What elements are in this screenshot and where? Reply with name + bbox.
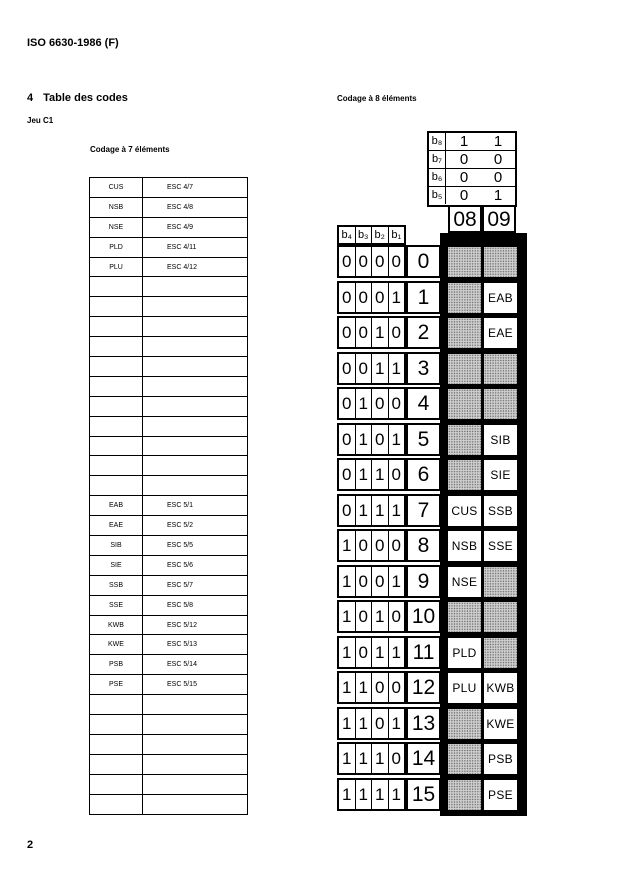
row-number: 7 bbox=[406, 494, 441, 527]
bit-value: 1 bbox=[391, 429, 401, 449]
bit-value: 0 bbox=[339, 283, 356, 312]
control-name-cell: NSE bbox=[90, 217, 143, 237]
coding7-row bbox=[90, 794, 248, 814]
escape-sequence-cell: ESC 4/8 bbox=[143, 197, 248, 217]
document-header: ISO 6630-1986 (F) bbox=[27, 37, 119, 49]
bit-value: 0 bbox=[372, 247, 389, 276]
row-bits bbox=[337, 316, 406, 349]
escape-sequence-cell bbox=[143, 476, 248, 496]
bit-value: 1 bbox=[339, 709, 356, 738]
row-bits bbox=[337, 352, 406, 385]
code-cell: CUS bbox=[448, 496, 481, 526]
row-number: 15 bbox=[406, 778, 441, 811]
bit-label: b₁ bbox=[391, 229, 402, 241]
code-cell: PLU bbox=[448, 673, 481, 703]
bit-value: 1 bbox=[372, 744, 389, 773]
row-bits bbox=[337, 636, 406, 669]
escape-sequence-cell: ESC 4/9 bbox=[143, 217, 248, 237]
row-number: 13 bbox=[406, 707, 441, 740]
code-row bbox=[337, 494, 527, 530]
control-name-cell bbox=[90, 774, 143, 794]
escape-sequence-cell bbox=[143, 357, 248, 377]
bit-value: 0 bbox=[356, 318, 373, 347]
control-name-cell bbox=[90, 317, 143, 337]
bit-value: 1 bbox=[391, 571, 401, 591]
bit-value: 1 bbox=[339, 638, 356, 667]
bit-value: 1 bbox=[339, 531, 356, 560]
bit-value: 1 bbox=[372, 638, 389, 667]
control-name-cell bbox=[90, 436, 143, 456]
control-name-cell bbox=[90, 416, 143, 436]
bit-value: 0 bbox=[372, 283, 389, 312]
bit-value: 1 bbox=[356, 425, 373, 454]
control-name-cell bbox=[90, 337, 143, 357]
high-bits-header bbox=[427, 131, 517, 207]
control-name-cell bbox=[90, 754, 143, 774]
code-cell bbox=[448, 283, 481, 313]
row-number: 14 bbox=[406, 742, 441, 775]
row-bits bbox=[337, 742, 406, 775]
escape-sequence-cell bbox=[143, 715, 248, 735]
high-bit-row bbox=[429, 133, 515, 151]
coding7-row bbox=[90, 456, 248, 476]
code-cell bbox=[484, 247, 517, 277]
coding7-row bbox=[90, 635, 248, 655]
bit-value: 1 bbox=[391, 500, 401, 520]
row-bits bbox=[337, 778, 406, 811]
escape-sequence-cell: ESC 5/13 bbox=[143, 635, 248, 655]
code-row bbox=[337, 600, 527, 636]
bit-value: 0 bbox=[356, 567, 373, 596]
control-name-cell: PSB bbox=[90, 655, 143, 675]
bit-value: 0 bbox=[339, 389, 356, 418]
code-cell: SIB bbox=[484, 425, 517, 455]
coding7-table bbox=[89, 177, 248, 815]
escape-sequence-cell bbox=[143, 376, 248, 396]
code-cell: PSE bbox=[484, 780, 517, 810]
code-row bbox=[337, 245, 527, 281]
bit-value: 1 bbox=[339, 780, 356, 809]
code-cell bbox=[484, 354, 517, 384]
control-name-cell bbox=[90, 376, 143, 396]
code-cell bbox=[448, 425, 481, 455]
control-name-cell: EAB bbox=[90, 496, 143, 516]
control-name-cell bbox=[90, 277, 143, 297]
code-row bbox=[337, 281, 527, 317]
bit-value: 1 bbox=[372, 318, 389, 347]
code-row bbox=[337, 707, 527, 743]
code-cell: EAE bbox=[484, 318, 517, 348]
code-cell bbox=[484, 638, 517, 668]
bit-label: b₅ bbox=[429, 187, 446, 204]
low-bits-header bbox=[337, 225, 406, 245]
bit-value: 0 bbox=[339, 318, 356, 347]
coding7-row bbox=[90, 754, 248, 774]
row-bits bbox=[337, 707, 406, 740]
bit-value: 0 bbox=[372, 709, 389, 738]
escape-sequence-cell: ESC 5/5 bbox=[143, 536, 248, 556]
bit-value: 1 bbox=[372, 780, 389, 809]
escape-sequence-cell: ESC 5/12 bbox=[143, 615, 248, 635]
row-bits bbox=[337, 245, 406, 278]
bit-value: 0 bbox=[339, 354, 356, 383]
bit-value: 1 bbox=[391, 784, 401, 804]
code-row bbox=[337, 423, 527, 459]
bit-value: 1 bbox=[356, 709, 373, 738]
code-cell bbox=[448, 318, 481, 348]
coding7-row bbox=[90, 476, 248, 496]
bit-value: 1 bbox=[372, 602, 389, 631]
bit-value: 0 bbox=[493, 169, 503, 186]
bit-value: 1 bbox=[493, 187, 503, 204]
coding7-row bbox=[90, 496, 248, 516]
section-heading bbox=[27, 92, 138, 104]
row-number: 4 bbox=[406, 387, 441, 420]
escape-sequence-cell bbox=[143, 416, 248, 436]
control-name-cell: KWB bbox=[90, 615, 143, 635]
code-row bbox=[337, 387, 527, 423]
code-cell: KWB bbox=[484, 673, 517, 703]
row-bits bbox=[337, 565, 406, 598]
bit-value: 0 bbox=[339, 460, 356, 489]
row-bits bbox=[337, 458, 406, 491]
escape-sequence-cell bbox=[143, 317, 248, 337]
escape-sequence-cell: ESC 4/11 bbox=[143, 237, 248, 257]
control-name-cell bbox=[90, 794, 143, 814]
code-row bbox=[337, 565, 527, 601]
bit-value: 0 bbox=[372, 425, 389, 454]
escape-sequence-cell: ESC 5/15 bbox=[143, 675, 248, 695]
bit-value: 0 bbox=[339, 425, 356, 454]
code-row bbox=[337, 316, 527, 352]
bit-value: 1 bbox=[391, 642, 401, 662]
coding7-row bbox=[90, 575, 248, 595]
code-cell bbox=[448, 389, 481, 419]
control-name-cell bbox=[90, 476, 143, 496]
bit-label: b₄ bbox=[339, 227, 356, 243]
code-cell bbox=[484, 389, 517, 419]
coding7-title: Codage à 7 éléments bbox=[90, 145, 170, 154]
column-number-08: 08 bbox=[448, 205, 482, 233]
escape-sequence-cell: ESC 5/6 bbox=[143, 555, 248, 575]
bit-value: 0 bbox=[372, 567, 389, 596]
code-row bbox=[337, 778, 527, 814]
bit-value: 0 bbox=[372, 673, 389, 702]
escape-sequence-cell bbox=[143, 396, 248, 416]
escape-sequence-cell bbox=[143, 734, 248, 754]
bit-value: 0 bbox=[356, 283, 373, 312]
coding7-row bbox=[90, 277, 248, 297]
high-bit-row bbox=[429, 169, 515, 187]
coding7-row bbox=[90, 655, 248, 675]
coding7-row bbox=[90, 396, 248, 416]
control-name-cell: SIB bbox=[90, 536, 143, 556]
coding8-title: Codage à 8 éléments bbox=[337, 94, 417, 103]
set-label: Jeu C1 bbox=[27, 116, 54, 125]
row-bits bbox=[337, 600, 406, 633]
escape-sequence-cell: ESC 5/2 bbox=[143, 516, 248, 536]
coding7-row bbox=[90, 357, 248, 377]
row-number: 10 bbox=[406, 600, 441, 633]
bit-label: b₇ bbox=[429, 151, 446, 168]
coding7-row bbox=[90, 257, 248, 277]
control-name-cell bbox=[90, 297, 143, 317]
coding7-row bbox=[90, 615, 248, 635]
control-name-cell bbox=[90, 357, 143, 377]
escape-sequence-cell: ESC 5/1 bbox=[143, 496, 248, 516]
control-name-cell: CUS bbox=[90, 178, 143, 198]
coding7-row bbox=[90, 734, 248, 754]
escape-sequence-cell bbox=[143, 297, 248, 317]
control-name-cell: PLU bbox=[90, 257, 143, 277]
code-cell: EAB bbox=[484, 283, 517, 313]
bit-value: 0 bbox=[356, 638, 373, 667]
coding7-row bbox=[90, 595, 248, 615]
bit-value: 0 bbox=[493, 151, 503, 168]
coding7-row bbox=[90, 516, 248, 536]
code-row bbox=[337, 458, 527, 494]
bit-label: b₆ bbox=[429, 169, 446, 186]
page-number: 2 bbox=[27, 839, 34, 851]
row-number: 1 bbox=[406, 281, 441, 314]
bit-value: 0 bbox=[391, 678, 401, 697]
escape-sequence-cell: ESC 4/12 bbox=[143, 257, 248, 277]
control-name-cell: NSB bbox=[90, 197, 143, 217]
bit-value: 0 bbox=[391, 394, 401, 413]
code-cell bbox=[484, 567, 517, 597]
escape-sequence-cell: ESC 4/7 bbox=[143, 178, 248, 198]
row-number: 8 bbox=[406, 529, 441, 562]
bit-value: 1 bbox=[391, 358, 401, 378]
bit-value: 1 bbox=[339, 567, 356, 596]
row-number: 9 bbox=[406, 565, 441, 598]
bit-value: 1 bbox=[372, 460, 389, 489]
escape-sequence-cell bbox=[143, 337, 248, 357]
row-number: 3 bbox=[406, 352, 441, 385]
control-name-cell: PLD bbox=[90, 237, 143, 257]
control-name-cell: EAE bbox=[90, 516, 143, 536]
control-name-cell: SSB bbox=[90, 575, 143, 595]
bit-label: b₂ bbox=[372, 227, 389, 243]
code-cell: SIE bbox=[484, 460, 517, 490]
bit-value: 0 bbox=[372, 389, 389, 418]
coding7-row bbox=[90, 536, 248, 556]
coding7-row bbox=[90, 178, 248, 198]
escape-sequence-cell: ESC 5/14 bbox=[143, 655, 248, 675]
bit-value: 1 bbox=[356, 389, 373, 418]
coding7-row bbox=[90, 197, 248, 217]
section-number: 4 bbox=[27, 92, 34, 104]
bit-value: 1 bbox=[339, 602, 356, 631]
coding7-row bbox=[90, 715, 248, 735]
control-name-cell bbox=[90, 734, 143, 754]
control-name-cell bbox=[90, 456, 143, 476]
high-bit-row bbox=[429, 151, 515, 169]
code-row bbox=[337, 671, 527, 707]
bit-value: 1 bbox=[356, 496, 373, 525]
bit-value: 1 bbox=[372, 354, 389, 383]
coding7-row bbox=[90, 774, 248, 794]
coding7-row bbox=[90, 436, 248, 456]
bit-value: 1 bbox=[356, 780, 373, 809]
code-cell bbox=[448, 709, 481, 739]
row-number: 12 bbox=[406, 671, 441, 704]
bit-value: 1 bbox=[493, 133, 503, 150]
bit-value: 0 bbox=[339, 247, 356, 276]
row-number: 0 bbox=[406, 245, 441, 278]
coding7-row bbox=[90, 237, 248, 257]
bit-value: 1 bbox=[356, 744, 373, 773]
bit-value: 0 bbox=[391, 252, 401, 271]
control-name-cell: PSE bbox=[90, 675, 143, 695]
code-cell bbox=[448, 247, 481, 277]
row-number: 2 bbox=[406, 316, 441, 349]
code-row bbox=[337, 636, 527, 672]
code-cell bbox=[484, 602, 517, 632]
bit-value: 1 bbox=[339, 744, 356, 773]
row-bits bbox=[337, 494, 406, 527]
bit-value: 1 bbox=[356, 460, 373, 489]
bit-value: 0 bbox=[459, 169, 469, 186]
column-number-09: 09 bbox=[482, 205, 516, 233]
coding7-row bbox=[90, 555, 248, 575]
row-bits bbox=[337, 423, 406, 456]
bit-value: 0 bbox=[339, 496, 356, 525]
bit-label: b₈ bbox=[429, 133, 446, 150]
code-cell bbox=[448, 602, 481, 632]
escape-sequence-cell bbox=[143, 456, 248, 476]
bit-value: 0 bbox=[356, 247, 373, 276]
code-cell: PSB bbox=[484, 744, 517, 774]
code-cell bbox=[448, 744, 481, 774]
bit-value: 0 bbox=[391, 536, 401, 555]
escape-sequence-cell bbox=[143, 277, 248, 297]
escape-sequence-cell: ESC 5/8 bbox=[143, 595, 248, 615]
escape-sequence-cell bbox=[143, 695, 248, 715]
control-name-cell bbox=[90, 396, 143, 416]
coding7-row bbox=[90, 337, 248, 357]
bit-value: 1 bbox=[339, 673, 356, 702]
row-bits bbox=[337, 387, 406, 420]
high-bit-row bbox=[429, 187, 515, 205]
escape-sequence-cell: ESC 5/7 bbox=[143, 575, 248, 595]
coding7-row bbox=[90, 217, 248, 237]
bit-label: b₃ bbox=[356, 227, 373, 243]
row-number: 11 bbox=[406, 636, 441, 669]
coding7-row bbox=[90, 376, 248, 396]
bit-value: 0 bbox=[391, 323, 401, 342]
escape-sequence-cell bbox=[143, 774, 248, 794]
bit-value: 0 bbox=[391, 749, 401, 768]
bit-value: 0 bbox=[459, 151, 469, 168]
bit-value: 1 bbox=[391, 287, 401, 307]
row-number: 5 bbox=[406, 423, 441, 456]
code-cell: NSB bbox=[448, 531, 481, 561]
control-name-cell bbox=[90, 695, 143, 715]
code-cell: KWE bbox=[484, 709, 517, 739]
control-name-cell: SSE bbox=[90, 595, 143, 615]
bit-value: 0 bbox=[356, 531, 373, 560]
bit-value: 0 bbox=[459, 187, 469, 204]
bit-value: 0 bbox=[356, 354, 373, 383]
code-row bbox=[337, 742, 527, 778]
bit-value: 1 bbox=[356, 673, 373, 702]
bit-value: 0 bbox=[356, 602, 373, 631]
row-bits bbox=[337, 671, 406, 704]
coding7-row bbox=[90, 416, 248, 436]
escape-sequence-cell bbox=[143, 436, 248, 456]
escape-sequence-cell bbox=[143, 754, 248, 774]
bit-value: 1 bbox=[372, 496, 389, 525]
coding7-row bbox=[90, 297, 248, 317]
code-row bbox=[337, 529, 527, 565]
control-name-cell: SIE bbox=[90, 555, 143, 575]
control-name-cell: KWE bbox=[90, 635, 143, 655]
row-number: 6 bbox=[406, 458, 441, 491]
row-bits bbox=[337, 529, 406, 562]
code-cell bbox=[448, 354, 481, 384]
code-cell: PLD bbox=[448, 638, 481, 668]
coding7-row bbox=[90, 317, 248, 337]
code-cell: SSE bbox=[484, 531, 517, 561]
code-cell bbox=[448, 460, 481, 490]
code-cell bbox=[448, 780, 481, 810]
control-name-cell bbox=[90, 715, 143, 735]
bit-value: 0 bbox=[391, 465, 401, 484]
bit-value: 1 bbox=[459, 133, 469, 150]
bit-value: 1 bbox=[391, 713, 401, 733]
row-bits bbox=[337, 281, 406, 314]
coding7-row bbox=[90, 695, 248, 715]
code-row bbox=[337, 352, 527, 388]
code-grid bbox=[337, 245, 527, 813]
escape-sequence-cell bbox=[143, 794, 248, 814]
section-title: Table des codes bbox=[43, 92, 128, 104]
coding7-row bbox=[90, 675, 248, 695]
bit-value: 0 bbox=[391, 607, 401, 626]
code-cell: SSB bbox=[484, 496, 517, 526]
code-cell: NSE bbox=[448, 567, 481, 597]
bit-value: 0 bbox=[372, 531, 389, 560]
